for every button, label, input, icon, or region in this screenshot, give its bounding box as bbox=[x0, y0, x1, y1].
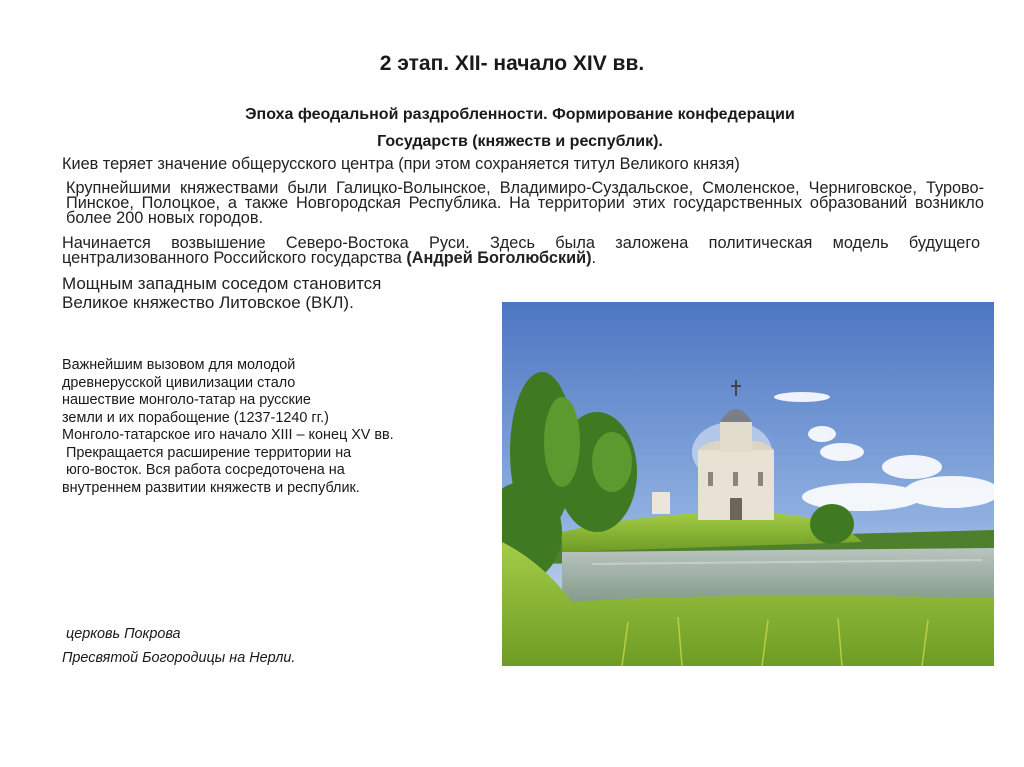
mongol-line: Прекращается расширение территории на bbox=[62, 444, 352, 461]
photo-caption bbox=[62, 622, 295, 670]
paragraph-northeast bbox=[62, 236, 980, 266]
mongol-line: Монголо-татарское иго начало XIII – конец XV вв. bbox=[62, 427, 394, 443]
caption-line1: церковь Покрова bbox=[66, 626, 181, 642]
northeast-text: Начинается возвышение Северо-Востока Руси. Здесь была заложена политическая модель будущего централизованного Российского государства bbox=[62, 234, 980, 267]
lithuania-line2: Великое княжество Литовское (ВКЛ). bbox=[62, 293, 354, 312]
slide-subtitle-line1: Эпоха феодальной раздробленности. Формирование конфедерации bbox=[245, 106, 795, 123]
mongol-line: нашествие монголо-татар на русские bbox=[62, 392, 311, 408]
mongol-line: земли и их порабощение (1237-1240 гг.) bbox=[62, 409, 329, 426]
paragraph-kiev: Киев теряет значение общерусского центра (при этом сохраняется титул Великого князя) bbox=[62, 155, 740, 173]
lithuania-line1: Мощным западным соседом становится bbox=[62, 274, 382, 293]
paragraph-principalities: Крупнейшими княжествами были Галицко-Волынское, Владимиро-Суздальское, Смоленское, Черниговское, Турово-Пинское, Полоцкое, а также Новгородская Республика. На территории этих государственных образований возникло более 200 новых городов. bbox=[66, 179, 984, 227]
mongol-invasion-block bbox=[62, 357, 492, 497]
caption-line2: Пресвятой Богородицы на Нерли. bbox=[62, 650, 296, 666]
church-photo bbox=[502, 302, 994, 666]
mongol-line: древнерусской цивилизации стало bbox=[62, 374, 296, 391]
slide-title: 2 этап. XII- начало XIV вв. bbox=[379, 52, 645, 75]
mongol-line: юго-восток. Вся работа сосредоточена на bbox=[62, 462, 345, 478]
mongol-line: внутреннем развитии княжеств и республик. bbox=[62, 479, 360, 496]
northeast-end: . bbox=[591, 249, 597, 267]
slide-subtitle-line2: Государств (княжеств и республик). bbox=[377, 133, 663, 150]
northeast-bold-name: (Андрей Боголюбский) bbox=[406, 249, 592, 267]
mongol-line: Важнейшим вызовом для молодой bbox=[62, 357, 296, 373]
church-photo-illustration bbox=[502, 302, 994, 666]
